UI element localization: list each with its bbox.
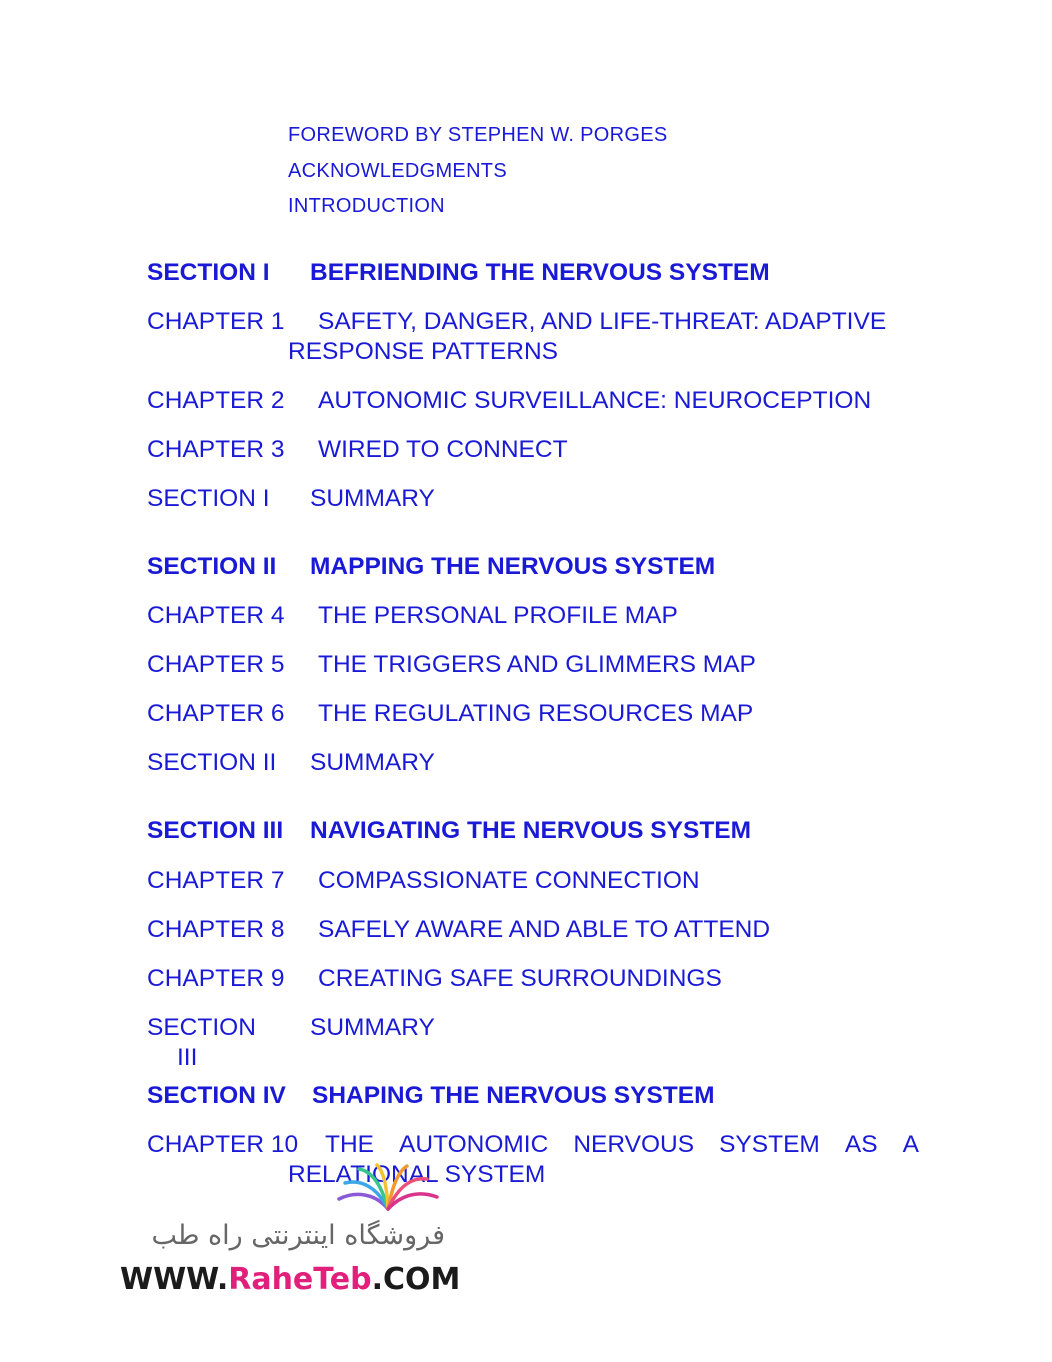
book-logo-icon xyxy=(333,1163,443,1213)
chapter-title: THE REGULATING RESOURCES MAP xyxy=(318,700,754,727)
store-url[interactable]: WWW.RaheTeb.COM xyxy=(120,1262,461,1297)
section-label: SECTION II xyxy=(147,749,277,776)
section-label: SECTION III xyxy=(147,1014,256,1071)
section-title: NAVIGATING THE NERVOUS SYSTEM xyxy=(310,817,752,844)
toc-section-3-summary[interactable] xyxy=(147,1013,919,1073)
section-title: MAPPING THE NERVOUS SYSTEM xyxy=(310,553,716,580)
chapter-title: AUTONOMIC SURVEILLANCE: NEUROCEPTION xyxy=(318,387,872,414)
chapter-title: CREATING SAFE SURROUNDINGS xyxy=(318,965,722,992)
chapter-title: SAFELY AWARE AND ABLE TO ATTEND xyxy=(318,916,771,943)
section-label: SECTION I xyxy=(147,485,270,512)
section-title: SHAPING THE NERVOUS SYSTEM xyxy=(312,1082,715,1109)
summary-title: SUMMARY xyxy=(310,1014,435,1041)
chapter-label: CHAPTER 10 xyxy=(147,1131,299,1158)
chapter-title: THE PERSONAL PROFILE MAP xyxy=(318,602,678,629)
chapter-title: WIRED TO CONNECT xyxy=(318,436,568,463)
chapter-label: CHAPTER 6 xyxy=(147,700,285,727)
summary-title: SUMMARY xyxy=(310,485,435,512)
chapter-title: COMPASSIONATE CONNECTION xyxy=(318,867,700,894)
section-title: BEFRIENDING THE NERVOUS SYSTEM xyxy=(310,259,770,286)
section-label: SECTION IV xyxy=(147,1082,286,1109)
chapter-title: THE AUTONOMIC NERVOUS SYSTEM AS A RELATIONAL SYSTEM xyxy=(288,1131,919,1188)
chapter-title: SAFETY, DANGER, AND LIFE-THREAT: ADAPTIVE RESPONSE PATTERNS xyxy=(288,308,887,365)
section-label: SECTION I xyxy=(147,259,270,286)
chapter-label: CHAPTER 7 xyxy=(147,867,285,894)
chapter-label: CHAPTER 2 xyxy=(147,387,285,414)
summary-title: SUMMARY xyxy=(310,749,435,776)
toc-foreword[interactable]: FOREWORD BY STEPHEN W. PORGES xyxy=(288,124,668,146)
toc-acknowledgments[interactable]: ACKNOWLEDGMENTS xyxy=(288,160,507,182)
chapter-label: CHAPTER 5 xyxy=(147,651,285,678)
chapter-label: CHAPTER 9 xyxy=(147,965,285,992)
section-label: SECTION III xyxy=(147,817,284,844)
chapter-title: THE TRIGGERS AND GLIMMERS MAP xyxy=(318,651,756,678)
chapter-label: CHAPTER 4 xyxy=(147,602,285,629)
store-name-persian: فروشگاه اینترنتی راه طب xyxy=(151,1220,445,1251)
chapter-label: CHAPTER 1 xyxy=(147,308,285,335)
section-label: SECTION II xyxy=(147,553,277,580)
toc-chapter-10[interactable] xyxy=(147,1130,919,1190)
chapter-label: CHAPTER 3 xyxy=(147,436,285,463)
chapter-label: CHAPTER 8 xyxy=(147,916,285,943)
toc-introduction[interactable]: INTRODUCTION xyxy=(288,195,445,217)
